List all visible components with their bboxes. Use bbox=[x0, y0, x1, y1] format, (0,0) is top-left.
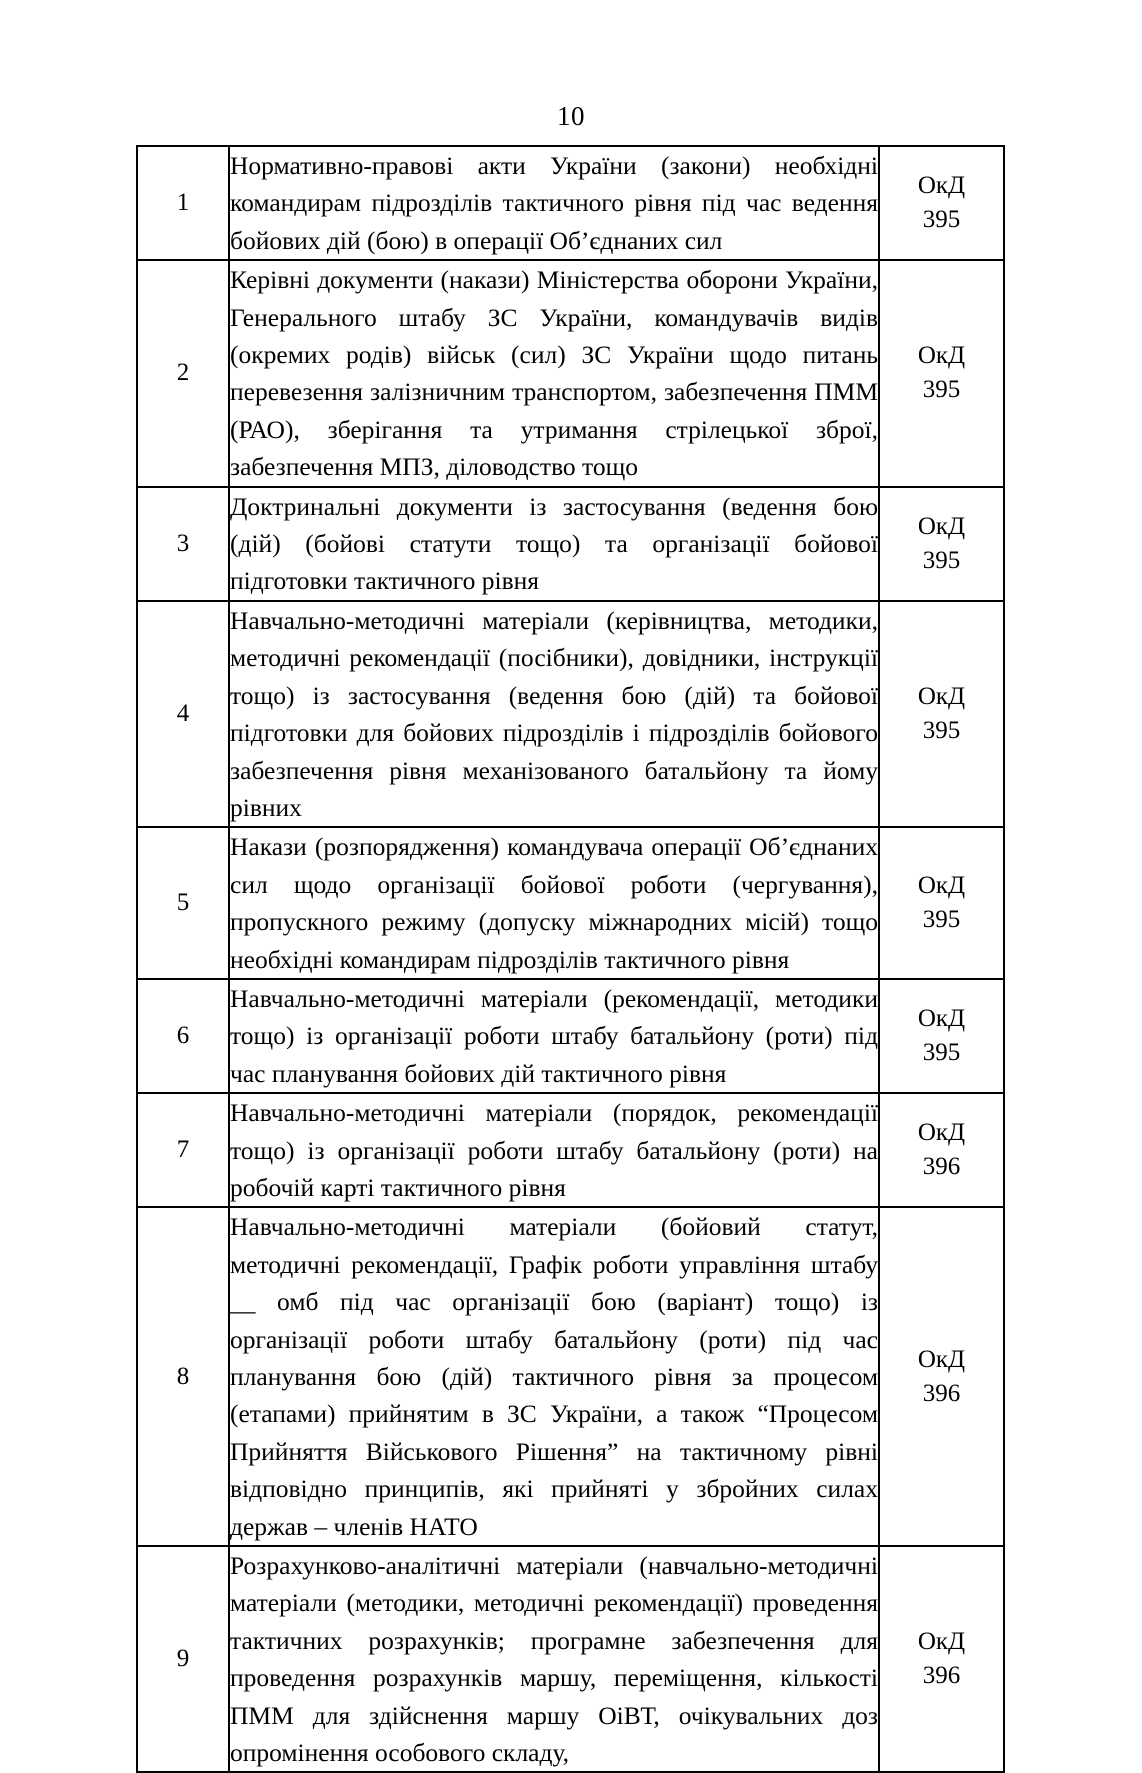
row-code-cell bbox=[879, 260, 1004, 486]
row-description-text: Навчально-методичні матеріали (порядок, рекомендації тощо) із організації роботи штабу батальйону (роти) на робочій карті тактичного рівня bbox=[230, 1098, 878, 1202]
row-number-cell: 3 bbox=[137, 487, 229, 601]
row-description-text: Доктринальні документи із застосування (ведення бою (дій) (бойові статути тощо) та організації бойової підготовки тактичного рівня bbox=[230, 491, 878, 596]
row-number-cell: 8 bbox=[137, 1207, 229, 1546]
table-container bbox=[136, 145, 1003, 1773]
row-description-cell bbox=[229, 487, 879, 601]
row-code-cell bbox=[879, 487, 1004, 601]
row-description-text: Навчально-методичні матеріали (бойовий статут, методичні рекомендації, Графік роботи управління штабу __ омб під час організації бою (варіант) тощо) із організації роботи штабу батальйону (роти) під час планування бою (дій) тактичного рівня за процесом (етапами) прийнятим в ЗС України, а також “Процесом Прийняття Військового Рішення” на тактичному рівні відповідно принципів, які прийняті у збройних силах держав – членів НАТО bbox=[230, 1212, 878, 1541]
row-code-cell bbox=[879, 827, 1004, 979]
row-code-name: ОкД bbox=[917, 1345, 966, 1373]
table-body bbox=[137, 146, 1004, 1772]
row-description-cell bbox=[229, 1093, 879, 1207]
row-description-text: Розрахунково-аналітичні матеріали (навчально-методичні матеріали (методики, методичні рекомендації) проведення тактичних розрахунків; програмне забезпечення для проведення розрахунків маршу, переміщення, кількості ПММ для здійснення маршу ОіВТ, очікувальних доз опромінення особового складу, bbox=[230, 1551, 878, 1768]
row-code-cell bbox=[879, 1546, 1004, 1772]
row-description-cell bbox=[229, 1207, 879, 1546]
row-code-name: ОкД bbox=[917, 683, 966, 711]
table-row bbox=[137, 260, 1004, 486]
row-number-cell: 7 bbox=[137, 1093, 229, 1207]
row-code-number: 395 bbox=[922, 1039, 961, 1067]
row-description-cell bbox=[229, 1546, 879, 1772]
row-number-cell: 6 bbox=[137, 979, 229, 1093]
row-description-text: Керівні документи (накази) Міністерства оборони України, Генерального штабу ЗС України, командувачів видів (окремих родів) військ (сил) ЗС України щодо питань перевезення залізничним транспортом, забезпечення ПММ (РАО), зберігання та утримання стрілецької зброї, забезпечення МПЗ, діловодство тощо bbox=[230, 265, 878, 482]
row-code-cell bbox=[879, 146, 1004, 260]
row-description-cell bbox=[229, 979, 879, 1093]
row-number-cell: 9 bbox=[137, 1546, 229, 1772]
row-code-cell bbox=[879, 1093, 1004, 1207]
table-row bbox=[137, 979, 1004, 1093]
row-code-name: ОкД bbox=[917, 1005, 966, 1033]
row-code-number: 395 bbox=[922, 546, 961, 574]
row-code-cell bbox=[879, 1207, 1004, 1546]
row-code-number: 396 bbox=[922, 1379, 961, 1407]
row-code-name: ОкД bbox=[917, 342, 966, 370]
row-number-cell: 5 bbox=[137, 827, 229, 979]
row-code-name: ОкД bbox=[917, 172, 966, 200]
row-code-number: 396 bbox=[922, 1662, 961, 1690]
row-description-text: Накази (розпорядження) командувача операції Об’єднаних сил щодо організації бойової роботи (чергування), пропускного режиму (допуску міжнародних місій) тощо необхідні командирам підрозділів тактичного рівня bbox=[230, 832, 878, 974]
row-description-text: Навчально-методичні матеріали (керівництва, методики, методичні рекомендації (посібники), довідники, інструкції тощо) із застосування (ведення бою (дій) та бойової підготовки для бойових підрозділів і підрозділів бойового забезпечення рівня механізованого батальйону та йому рівних bbox=[230, 605, 878, 822]
table-row bbox=[137, 1546, 1004, 1772]
row-code-name: ОкД bbox=[917, 1119, 966, 1147]
row-code-number: 395 bbox=[922, 906, 961, 934]
row-code-cell bbox=[879, 979, 1004, 1093]
row-description-text: Навчально-методичні матеріали (рекомендації, методики тощо) із організації роботи штабу батальйону (роти) під час планування бойових дій тактичного рівня bbox=[230, 983, 878, 1088]
row-code-name: ОкД bbox=[917, 512, 966, 540]
row-number-cell: 2 bbox=[137, 260, 229, 486]
row-number-cell: 4 bbox=[137, 601, 229, 827]
row-code-number: 395 bbox=[922, 717, 961, 745]
row-description-text: Нормативно-правові акти України (закони) необхідні командирам підрозділів тактичного рівня під час ведення бойових дій (бою) в операції Об’єднаних сил bbox=[230, 151, 878, 255]
row-code-name: ОкД bbox=[917, 872, 966, 900]
row-description-cell bbox=[229, 827, 879, 979]
row-code-number: 396 bbox=[922, 1153, 961, 1181]
row-code-number: 395 bbox=[922, 206, 961, 234]
table-row bbox=[137, 827, 1004, 979]
table-row bbox=[137, 601, 1004, 827]
table-row bbox=[137, 146, 1004, 260]
page-number: 10 bbox=[557, 101, 585, 131]
row-code-cell bbox=[879, 601, 1004, 827]
row-description-cell bbox=[229, 260, 879, 486]
row-description-cell bbox=[229, 601, 879, 827]
row-number-cell: 1 bbox=[137, 146, 229, 260]
table-row bbox=[137, 1207, 1004, 1546]
row-description-cell bbox=[229, 146, 879, 260]
records-table bbox=[136, 145, 1005, 1773]
row-code-name: ОкД bbox=[917, 1628, 966, 1656]
row-code-number: 395 bbox=[922, 376, 961, 404]
table-row bbox=[137, 487, 1004, 601]
table-row bbox=[137, 1093, 1004, 1207]
